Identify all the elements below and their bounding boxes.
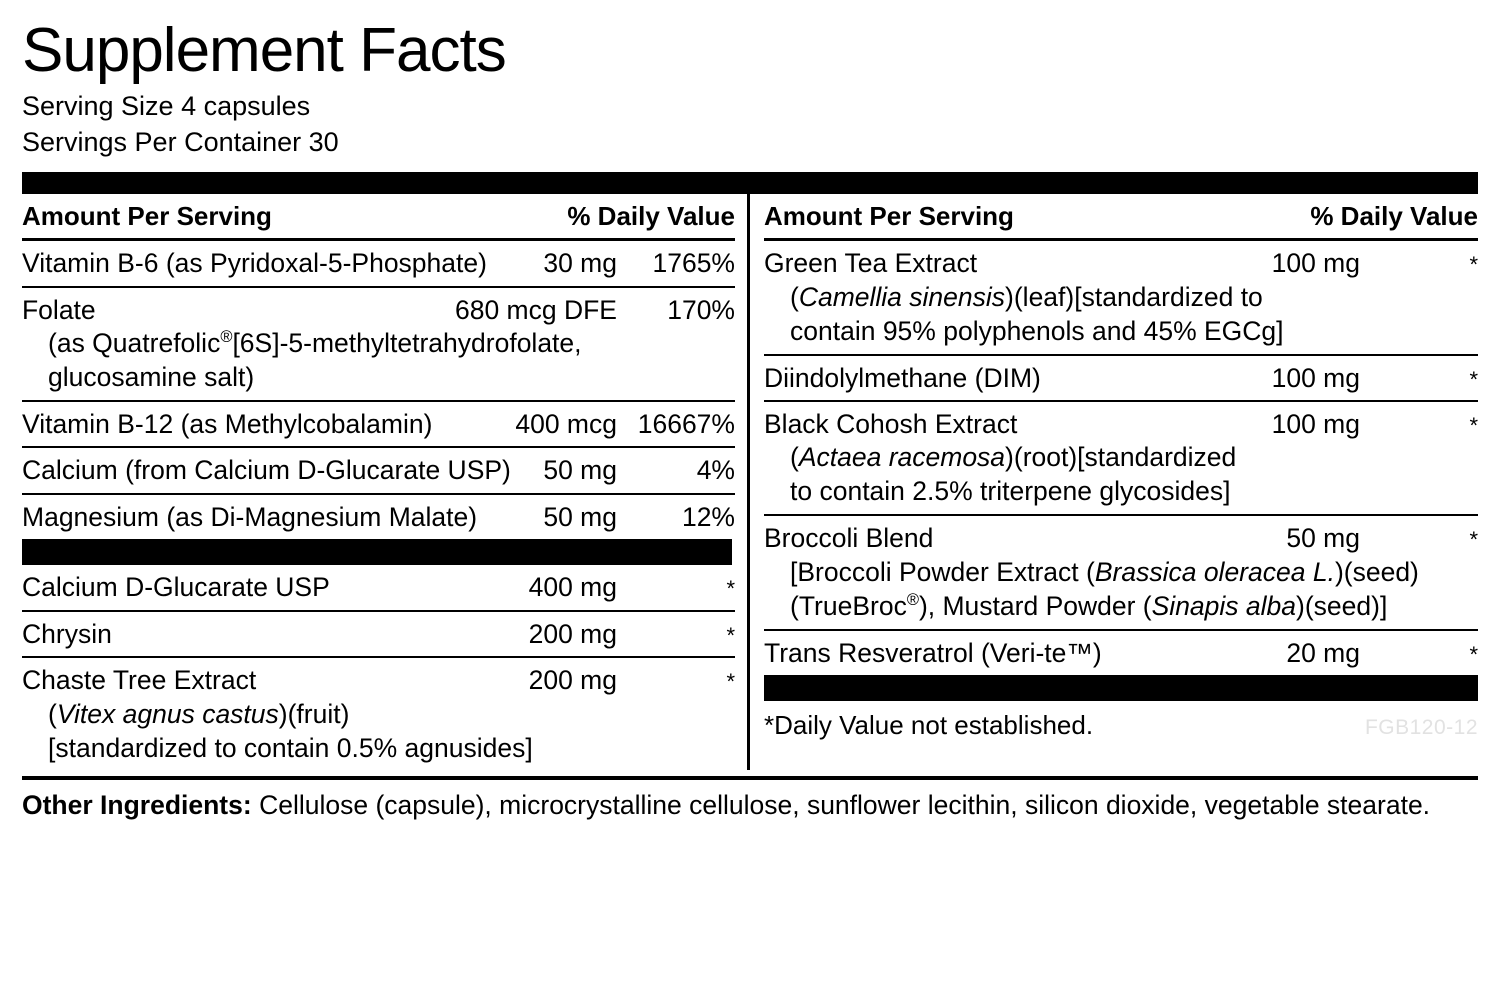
table-row [764, 402, 1478, 516]
nutrient-detail: [Broccoli Powder Extract (Brassica oleracea L.)(seed) [790, 556, 1419, 587]
nutrient-detail: (Vitex agnus castus)(fruit) [48, 698, 350, 729]
nutrient-name: Calcium D-Glucarate USP [22, 572, 330, 603]
table-row [22, 241, 735, 287]
group-divider-bar [22, 539, 732, 565]
amount-per-serving-label: Amount Per Serving [764, 201, 1014, 232]
nutrient-name: Diindolylmethane (DIM) [764, 362, 1041, 393]
other-ingredients-text: Cellulose (capsule), microcrystalline cellulose, sunflower lecithin, silicon dioxide, vegetable stearate. [259, 790, 1431, 821]
table-row [22, 448, 735, 494]
nutrient-amount: 100 mg [1271, 248, 1360, 279]
nutrient-name: Vitamin B-6 (as Pyridoxal-5-Phosphate) [22, 248, 487, 279]
nutrient-amount: 100 mg [1271, 409, 1360, 440]
nutrient-name: Trans Resveratrol (Veri-te™) [764, 637, 1102, 668]
left-column [22, 194, 750, 770]
label-code: FGB120-12 [1364, 715, 1478, 739]
table-row [764, 516, 1478, 630]
table-row [22, 658, 735, 770]
nutrient-dv: 16667% [637, 409, 735, 440]
table-row [22, 288, 735, 402]
daily-value-label: % Daily Value [1310, 201, 1478, 232]
nutrient-dv: * [1469, 252, 1478, 278]
nutrient-name: Green Tea Extract [764, 248, 978, 279]
nutrient-name: Vitamin B-12 (as Methylcobalamin) [22, 409, 433, 440]
nutrient-dv: * [726, 576, 735, 602]
nutrient-dv: * [1469, 641, 1478, 667]
left-column-header [22, 194, 735, 241]
nutrient-name: Magnesium (as Di-Magnesium Malate) [22, 501, 478, 532]
footnote-row [750, 701, 1478, 741]
serving-size: Serving Size 4 capsules [22, 91, 311, 122]
nutrient-detail: (Actaea racemosa)(root)[standardized [790, 442, 1237, 473]
nutrient-amount: 400 mcg [515, 409, 617, 440]
nutrient-name: Black Cohosh Extract [764, 409, 1018, 440]
nutrient-amount: 30 mg [543, 248, 617, 279]
nutrient-amount: 200 mg [528, 618, 617, 649]
nutrient-detail: glucosamine salt) [48, 362, 255, 393]
servings-per-container: Servings Per Container 30 [22, 126, 339, 157]
nutrient-amount: 200 mg [528, 665, 617, 696]
table-row [22, 495, 735, 539]
nutrition-columns [22, 194, 1478, 770]
other-ingredients [22, 780, 1492, 822]
nutrient-dv: * [726, 622, 735, 648]
nutrient-dv: 12% [681, 501, 735, 532]
nutrient-name: Folate [22, 294, 96, 325]
nutrient-dv: 170% [667, 294, 735, 325]
nutrient-name: Chaste Tree Extract [22, 665, 257, 696]
nutrient-amount: 20 mg [1286, 637, 1360, 668]
nutrient-amount: 50 mg [543, 501, 617, 532]
group-divider-bar [764, 675, 1478, 701]
right-column-header [764, 194, 1478, 241]
table-row [22, 565, 735, 611]
nutrient-amount: 400 mg [528, 572, 617, 603]
nutrient-amount: 50 mg [543, 455, 617, 486]
nutrient-dv: * [1469, 527, 1478, 553]
table-row [764, 631, 1478, 675]
table-row [764, 356, 1478, 402]
nutrient-detail: (Camellia sinensis)(leaf)[standardized to [790, 281, 1263, 312]
nutrient-detail: [standardized to contain 0.5% agnusides] [48, 732, 533, 763]
table-row [22, 612, 735, 658]
amount-per-serving-label: Amount Per Serving [22, 201, 272, 232]
nutrient-detail: to contain 2.5% triterpene glycosides] [790, 476, 1231, 507]
nutrient-dv: 4% [696, 455, 735, 486]
nutrient-detail: (as Quatrefolic®[6S]-5-methyltetrahydrofolate, [48, 328, 582, 359]
right-column [750, 194, 1478, 770]
nutrient-amount: 680 mcg DFE [454, 294, 617, 325]
page-title: Supplement Facts [22, 16, 506, 85]
nutrient-amount: 50 mg [1286, 523, 1360, 554]
nutrient-name: Chrysin [22, 618, 112, 649]
header-divider-bar [22, 172, 1478, 194]
other-ingredients-label: Other Ingredients: [22, 790, 252, 821]
table-row [22, 402, 735, 448]
nutrient-name: Calcium (from Calcium D-Glucarate USP) [22, 455, 511, 486]
nutrient-detail: (TrueBroc®), Mustard Powder (Sinapis alba)(seed)] [790, 590, 1388, 621]
nutrient-amount: 100 mg [1271, 362, 1360, 393]
nutrient-dv: 1765% [652, 248, 735, 279]
daily-value-footnote: *Daily Value not established. [764, 709, 1094, 740]
table-row [764, 241, 1478, 355]
nutrient-detail: contain 95% polyphenols and 45% EGCg] [790, 315, 1284, 346]
nutrient-dv: * [1469, 413, 1478, 439]
daily-value-label: % Daily Value [567, 201, 735, 232]
nutrient-name: Broccoli Blend [764, 523, 934, 554]
nutrient-dv: * [1469, 366, 1478, 392]
nutrient-dv: * [726, 669, 735, 695]
